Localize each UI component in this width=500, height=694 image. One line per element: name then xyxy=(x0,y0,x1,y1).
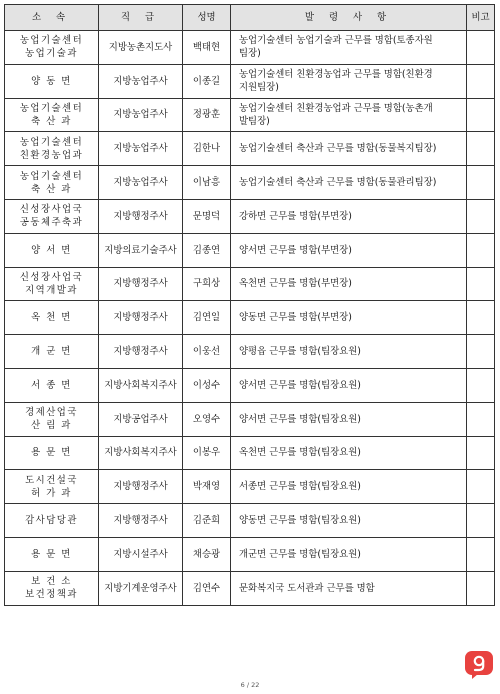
table-row xyxy=(5,132,495,166)
cell-order: 양평읍 근무를 명함(팀장요원) xyxy=(231,335,467,369)
cell-department: 농업기술센터 축 산 과 xyxy=(5,98,99,132)
cell-name: 백태현 xyxy=(183,31,231,65)
cell-order: 농업기술센터 축산과 근무를 명함(동물관리팀장) xyxy=(231,166,467,200)
header-rank: 직 급 xyxy=(99,5,183,31)
cell-rank: 지방행정주사 xyxy=(99,301,183,335)
table-row xyxy=(5,402,495,436)
cell-department: 경제산업국 산 림 과 xyxy=(5,402,99,436)
cell-department: 농업기술센터 축 산 과 xyxy=(5,166,99,200)
table-row xyxy=(5,368,495,402)
cell-name: 이종길 xyxy=(183,64,231,98)
cell-note xyxy=(467,31,495,65)
cell-note xyxy=(467,537,495,571)
cell-department: 옥 천 면 xyxy=(5,301,99,335)
cell-note xyxy=(467,301,495,335)
cell-rank: 지방행정주사 xyxy=(99,470,183,504)
cell-note xyxy=(467,436,495,470)
header-order: 발 령 사 항 xyxy=(231,5,467,31)
cell-name: 구희상 xyxy=(183,267,231,301)
appointment-table-sheet xyxy=(4,4,494,606)
cell-note xyxy=(467,64,495,98)
header-note: 비고 xyxy=(467,5,495,31)
cell-department: 양 동 면 xyxy=(5,64,99,98)
header-department: 소 속 xyxy=(5,5,99,31)
table-row xyxy=(5,31,495,65)
speech-bubble-logo-icon xyxy=(464,650,494,680)
table-row xyxy=(5,166,495,200)
table-row xyxy=(5,199,495,233)
cell-note xyxy=(467,368,495,402)
cell-note xyxy=(467,335,495,369)
table-row xyxy=(5,504,495,538)
cell-note xyxy=(467,504,495,538)
cell-name: 김연일 xyxy=(183,301,231,335)
cell-rank: 지방시설주사 xyxy=(99,537,183,571)
cell-order: 양동면 근무를 명함(부면장) xyxy=(231,301,467,335)
cell-department: 용 문 면 xyxy=(5,436,99,470)
cell-order: 강하면 근무를 명함(부면장) xyxy=(231,199,467,233)
cell-order: 옥천면 근무를 명함(부면장) xyxy=(231,267,467,301)
cell-department: 보 건 소 보건정책과 xyxy=(5,571,99,605)
cell-rank: 지방행정주사 xyxy=(99,267,183,301)
cell-rank: 지방사회복지주사 xyxy=(99,436,183,470)
page-number: 6 / 22 xyxy=(240,681,260,689)
cell-order: 양서면 근무를 명함(부면장) xyxy=(231,233,467,267)
cell-name: 이봉우 xyxy=(183,436,231,470)
table-row xyxy=(5,571,495,605)
cell-rank: 지방농업주사 xyxy=(99,132,183,166)
cell-rank: 지방농업주사 xyxy=(99,166,183,200)
cell-name: 채승광 xyxy=(183,537,231,571)
cell-order: 농업기술센터 친환경농업과 근무를 명함(친환경 지원팀장) xyxy=(231,64,467,98)
cell-department: 감사담당관 xyxy=(5,504,99,538)
cell-department: 농업기술센터 농업기술과 xyxy=(5,31,99,65)
cell-name: 이남흥 xyxy=(183,166,231,200)
cell-name: 박재영 xyxy=(183,470,231,504)
cell-note xyxy=(467,402,495,436)
cell-note xyxy=(467,132,495,166)
cell-note xyxy=(467,571,495,605)
cell-rank: 지방행정주사 xyxy=(99,335,183,369)
cell-rank: 지방농촌지도사 xyxy=(99,31,183,65)
cell-rank: 지방의료기술주사 xyxy=(99,233,183,267)
cell-note xyxy=(467,233,495,267)
cell-order: 양서면 근무를 명함(팀장요원) xyxy=(231,368,467,402)
cell-order: 옥천면 근무를 명함(팀장요원) xyxy=(231,436,467,470)
table-row xyxy=(5,436,495,470)
cell-order: 문화복지국 도서관과 근무를 명함 xyxy=(231,571,467,605)
cell-rank: 지방행정주사 xyxy=(99,199,183,233)
cell-rank: 지방농업주사 xyxy=(99,98,183,132)
table-row xyxy=(5,537,495,571)
table-row xyxy=(5,233,495,267)
cell-name: 정광훈 xyxy=(183,98,231,132)
cell-name: 문명덕 xyxy=(183,199,231,233)
cell-order: 양동면 근무를 명함(팀장요원) xyxy=(231,504,467,538)
cell-order: 농업기술센터 축산과 근무를 명함(동물복지팀장) xyxy=(231,132,467,166)
cell-name: 김한나 xyxy=(183,132,231,166)
table-row xyxy=(5,301,495,335)
cell-note xyxy=(467,98,495,132)
table-row xyxy=(5,470,495,504)
table-body xyxy=(5,31,495,606)
cell-order: 서종면 근무를 명함(팀장요원) xyxy=(231,470,467,504)
cell-rank: 지방공업주사 xyxy=(99,402,183,436)
table-header xyxy=(5,5,495,31)
cell-order: 농업기술센터 농업기술과 근무를 명함(토종자원 팀장) xyxy=(231,31,467,65)
header-name: 성명 xyxy=(183,5,231,31)
cell-department: 개 군 면 xyxy=(5,335,99,369)
header-row xyxy=(5,5,495,31)
cell-rank: 지방사회복지주사 xyxy=(99,368,183,402)
cell-rank: 지방기계운영주사 xyxy=(99,571,183,605)
cell-name: 이성수 xyxy=(183,368,231,402)
cell-order: 개군면 근무를 명함(팀장요원) xyxy=(231,537,467,571)
cell-department: 용 문 면 xyxy=(5,537,99,571)
cell-department: 신성장사업국 공동체주축과 xyxy=(5,199,99,233)
cell-note xyxy=(467,470,495,504)
cell-department: 농업기술센터 친환경농업과 xyxy=(5,132,99,166)
cell-note xyxy=(467,267,495,301)
cell-name: 이웅선 xyxy=(183,335,231,369)
cell-department: 도시건설국 허 가 과 xyxy=(5,470,99,504)
cell-name: 김연수 xyxy=(183,571,231,605)
table-row xyxy=(5,98,495,132)
table-row xyxy=(5,335,495,369)
cell-name: 김종연 xyxy=(183,233,231,267)
cell-rank: 지방행정주사 xyxy=(99,504,183,538)
table-row xyxy=(5,64,495,98)
cell-name: 오영수 xyxy=(183,402,231,436)
cell-department: 양 서 면 xyxy=(5,233,99,267)
cell-note xyxy=(467,166,495,200)
cell-rank: 지방농업주사 xyxy=(99,64,183,98)
cell-name: 김준희 xyxy=(183,504,231,538)
appointment-table xyxy=(4,4,495,606)
cell-order: 양서면 근무를 명함(팀장요원) xyxy=(231,402,467,436)
cell-order: 농업기술센터 친환경농업과 근무를 명함(농촌개 발팀장) xyxy=(231,98,467,132)
table-row xyxy=(5,267,495,301)
cell-note xyxy=(467,199,495,233)
cell-department: 신성장사업국 지역개발과 xyxy=(5,267,99,301)
cell-department: 서 종 면 xyxy=(5,368,99,402)
